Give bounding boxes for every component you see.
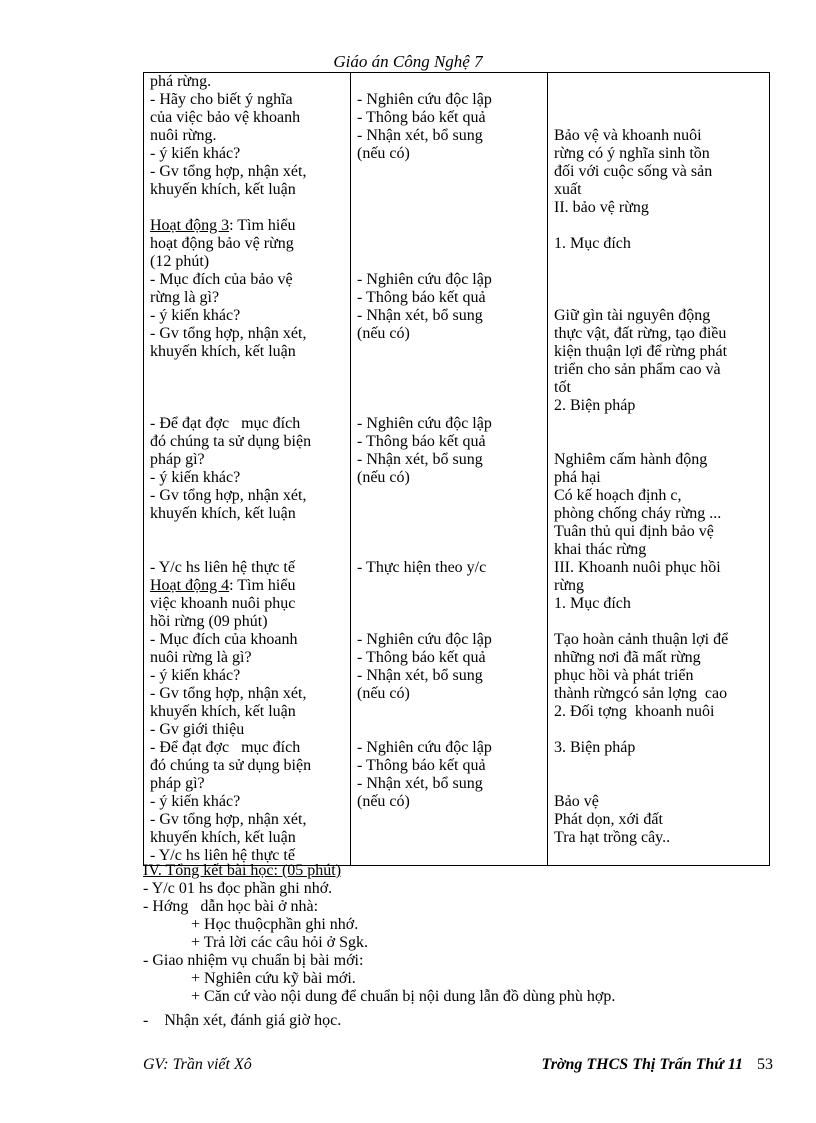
cell-line: pháp gì? bbox=[150, 775, 205, 792]
lesson-summary bbox=[143, 862, 783, 1030]
cell-line: - ý kiến khác? bbox=[150, 307, 241, 324]
cell-line: - Nghiên cứu độc lập bbox=[357, 739, 492, 756]
page-header-title: Giáo án Công Nghệ 7 bbox=[333, 52, 483, 71]
cell-line: thực vật, đất rừng, tạo điều bbox=[554, 325, 727, 342]
cell-line bbox=[357, 487, 547, 505]
cell-line: hoạt động bảo vệ rừng bbox=[150, 235, 294, 252]
cell-line: những nơi đã mất rừng bbox=[554, 649, 701, 666]
summary-heading: IV. Tổng kết bài học: (05 phút) bbox=[143, 862, 342, 879]
cell-line: khuyến khích, kết luận bbox=[150, 181, 296, 198]
cell-line bbox=[554, 613, 769, 631]
cell-line: xuất bbox=[554, 181, 582, 198]
cell-line: - Mục đích của bảo vệ bbox=[150, 271, 293, 288]
cell-line: - ý kiến khác? bbox=[150, 469, 241, 486]
cell-line: rừng là gì? bbox=[150, 289, 220, 306]
cell-line bbox=[554, 217, 769, 235]
cell-line bbox=[554, 415, 769, 433]
cell-line bbox=[357, 721, 547, 739]
cell-line: - Nghiên cứu độc lập bbox=[357, 631, 492, 648]
content-column bbox=[548, 73, 770, 866]
cell-line: khuyến khích, kết luận bbox=[150, 343, 296, 360]
cell-line: nuôi rừng. bbox=[150, 127, 217, 144]
cell-line: đó chúng ta sử dụng biện bbox=[150, 757, 312, 774]
cell-line: - Nhận xét, bổ sung bbox=[357, 451, 483, 468]
cell-line bbox=[357, 703, 547, 721]
cell-line: việc khoanh nuôi phục bbox=[150, 595, 296, 612]
lesson-table bbox=[143, 73, 770, 866]
cell-line: - Gv tổng hợp, nhận xét, bbox=[150, 685, 307, 702]
cell-line bbox=[357, 73, 547, 91]
cell-line bbox=[150, 199, 350, 217]
cell-line: tốt bbox=[554, 379, 571, 396]
student-activity-column bbox=[351, 73, 548, 866]
cell-line: phá hại bbox=[554, 469, 601, 486]
cell-line: (nếu có) bbox=[357, 793, 410, 810]
cell-line: - Gv tổng hợp, nhận xét, bbox=[150, 487, 307, 504]
cell-line: - Nghiên cứu độc lập bbox=[357, 91, 492, 108]
cell-line bbox=[357, 163, 547, 181]
cell-line: (12 phút) bbox=[150, 253, 210, 270]
cell-line: 1. Mục đích bbox=[554, 235, 631, 252]
cell-line: Tuân thủ qui định bảo vệ bbox=[554, 523, 714, 540]
cell-line: - Thông báo kết quả bbox=[357, 649, 486, 666]
cell-line: III. Khoanh nuôi phục hồi bbox=[554, 559, 721, 576]
cell-line: pháp gì? bbox=[150, 451, 205, 468]
cell-line: - Nhận xét, bổ sung bbox=[357, 307, 483, 324]
cell-line bbox=[357, 199, 547, 217]
cell-line: - Thực hiện theo y/c bbox=[357, 559, 487, 576]
cell-line bbox=[554, 73, 769, 91]
cell-line: Hoạt động 3: Tìm hiểu bbox=[150, 217, 296, 234]
cell-line: đối với cuộc sống và sản bbox=[554, 163, 713, 180]
summary-item: - Nhận xét, đánh giá giờ học. bbox=[143, 1012, 342, 1029]
cell-line: thành rừngcó sản lợng cao bbox=[554, 685, 728, 702]
cell-line: Nghiêm cấm hành động bbox=[554, 451, 708, 468]
cell-line bbox=[357, 217, 547, 235]
cell-line bbox=[357, 235, 547, 253]
cell-line bbox=[357, 541, 547, 559]
cell-line bbox=[357, 361, 547, 379]
cell-line: - Để đạt đợc mục đích bbox=[150, 415, 301, 432]
cell-line: - Gv tổng hợp, nhận xét, bbox=[150, 163, 307, 180]
cell-line: - Nhận xét, bổ sung bbox=[357, 775, 483, 792]
cell-line: 3. Biện pháp bbox=[554, 739, 636, 756]
cell-line: khuyến khích, kết luận bbox=[150, 829, 296, 846]
cell-line bbox=[357, 379, 547, 397]
cell-line: nuôi rừng là gì? bbox=[150, 649, 252, 666]
cell-line: (nếu có) bbox=[357, 145, 410, 162]
cell-line: phá rừng. bbox=[150, 73, 212, 90]
cell-line bbox=[357, 253, 547, 271]
cell-line: - Thông báo kết quả bbox=[357, 757, 486, 774]
cell-line: kiện thuận lợi để rừng phát bbox=[554, 343, 728, 360]
cell-line bbox=[357, 595, 547, 613]
summary-subitem: + Nghiên cứu kỹ bài mới. bbox=[191, 970, 356, 987]
cell-line bbox=[554, 721, 769, 739]
cell-line bbox=[150, 541, 350, 559]
cell-line: (nếu có) bbox=[357, 685, 410, 702]
cell-line bbox=[150, 361, 350, 379]
cell-line bbox=[554, 757, 769, 775]
cell-line: 1. Mục đích bbox=[554, 595, 631, 612]
cell-line bbox=[357, 613, 547, 631]
cell-line bbox=[554, 289, 769, 307]
cell-line bbox=[150, 523, 350, 541]
cell-line: - ý kiến khác? bbox=[150, 667, 241, 684]
cell-line: - Gv giới thiệu bbox=[150, 721, 245, 738]
cell-line bbox=[554, 271, 769, 289]
cell-line: đó chúng ta sử dụng biện bbox=[150, 433, 312, 450]
cell-line: - Gv tổng hợp, nhận xét, bbox=[150, 811, 307, 828]
cell-line: - ý kiến khác? bbox=[150, 793, 241, 810]
footer-school: Trờng THCS Thị Trấn Thứ 11 bbox=[541, 1056, 743, 1073]
cell-line: Bảo vệ bbox=[554, 793, 599, 810]
cell-line: của việc bảo vệ khoanh bbox=[150, 109, 301, 126]
summary-subitem: + Căn cứ vào nội dung để chuẩn bị nội dung lẫn đồ dùng phù hợp. bbox=[191, 988, 616, 1005]
cell-line bbox=[357, 397, 547, 415]
cell-line: - Y/c hs liên hệ thực tế bbox=[150, 559, 295, 576]
cell-line: - Gv tổng hợp, nhận xét, bbox=[150, 325, 307, 342]
cell-line: Giữ gìn tài nguyên động bbox=[554, 307, 711, 324]
cell-line: khai thác rừng bbox=[554, 541, 647, 558]
cell-line: Có kế hoạch định c, bbox=[554, 487, 682, 504]
cell-line bbox=[554, 775, 769, 793]
cell-line: Phát dọn, xới đất bbox=[554, 811, 663, 828]
cell-line bbox=[554, 109, 769, 127]
cell-line: - ý kiến khác? bbox=[150, 145, 241, 162]
summary-item: - Y/c 01 hs đọc phần ghi nhớ. bbox=[143, 880, 333, 897]
cell-line: - Thông báo kết quả bbox=[357, 289, 486, 306]
cell-line bbox=[150, 397, 350, 415]
cell-line: - Y/c hs liên hệ thực tế bbox=[150, 847, 295, 864]
summary-item: - Hớng dẫn học bài ở nhà: bbox=[143, 898, 319, 915]
cell-line: rừng bbox=[554, 577, 584, 594]
cell-line: rừng có ý nghĩa sinh tồn bbox=[554, 145, 710, 162]
cell-line: (nếu có) bbox=[357, 325, 410, 342]
cell-line: khuyến khích, kết luận bbox=[150, 505, 296, 522]
cell-line bbox=[150, 379, 350, 397]
cell-line: (nếu có) bbox=[357, 469, 410, 486]
cell-line: hồi rừng (09 phút) bbox=[150, 613, 268, 630]
cell-line: - Thông báo kết quả bbox=[357, 433, 486, 450]
cell-line: triển cho sản phẩm cao và bbox=[554, 361, 721, 378]
cell-line: 2. Đối tợng khoanh nuôi bbox=[554, 703, 715, 720]
cell-line: phục hồi và phát triển bbox=[554, 667, 694, 684]
cell-line: - Nghiên cứu độc lập bbox=[357, 271, 492, 288]
cell-line bbox=[357, 343, 547, 361]
cell-line bbox=[554, 253, 769, 271]
cell-line: Hoạt động 4: Tìm hiểu bbox=[150, 577, 296, 594]
cell-line: - Nhận xét, bổ sung bbox=[357, 127, 483, 144]
cell-line bbox=[357, 523, 547, 541]
cell-line: II. bảo vệ rừng bbox=[554, 199, 649, 216]
summary-item: - Giao nhiệm vụ chuẩn bị bài mới: bbox=[143, 952, 364, 969]
cell-line bbox=[357, 505, 547, 523]
cell-line bbox=[357, 829, 547, 847]
cell-line bbox=[554, 91, 769, 109]
cell-line: Tra hạt trồng cây.. bbox=[554, 829, 671, 846]
cell-line bbox=[554, 433, 769, 451]
cell-line: - Mục đích của khoanh bbox=[150, 631, 298, 648]
cell-line: Bảo vệ và khoanh nuôi bbox=[554, 127, 702, 144]
teacher-activity-column bbox=[144, 73, 351, 866]
cell-line: - Thông báo kết quả bbox=[357, 109, 486, 126]
cell-line: - Để đạt đợc mục đích bbox=[150, 739, 301, 756]
summary-subitem: + Trả lời các câu hỏi ở Sgk. bbox=[191, 934, 369, 951]
cell-line: - Hãy cho biết ý nghĩa bbox=[150, 91, 293, 108]
table-row bbox=[144, 73, 770, 866]
cell-line: 2. Biện pháp bbox=[554, 397, 636, 414]
cell-line: phòng chống cháy rừng ... bbox=[554, 505, 722, 522]
cell-line: - Nhận xét, bổ sung bbox=[357, 667, 483, 684]
cell-line bbox=[357, 811, 547, 829]
cell-line bbox=[357, 577, 547, 595]
cell-line bbox=[357, 181, 547, 199]
footer-author: GV: Trần viết Xô bbox=[143, 1056, 252, 1073]
cell-line: - Nghiên cứu độc lập bbox=[357, 415, 492, 432]
summary-subitem: + Học thuộcphần ghi nhớ. bbox=[191, 916, 359, 933]
cell-line: Tạo hoàn cảnh thuận lợi để bbox=[554, 631, 729, 648]
page-number: 53 bbox=[757, 1056, 773, 1073]
cell-line: khuyến khích, kết luận bbox=[150, 703, 296, 720]
